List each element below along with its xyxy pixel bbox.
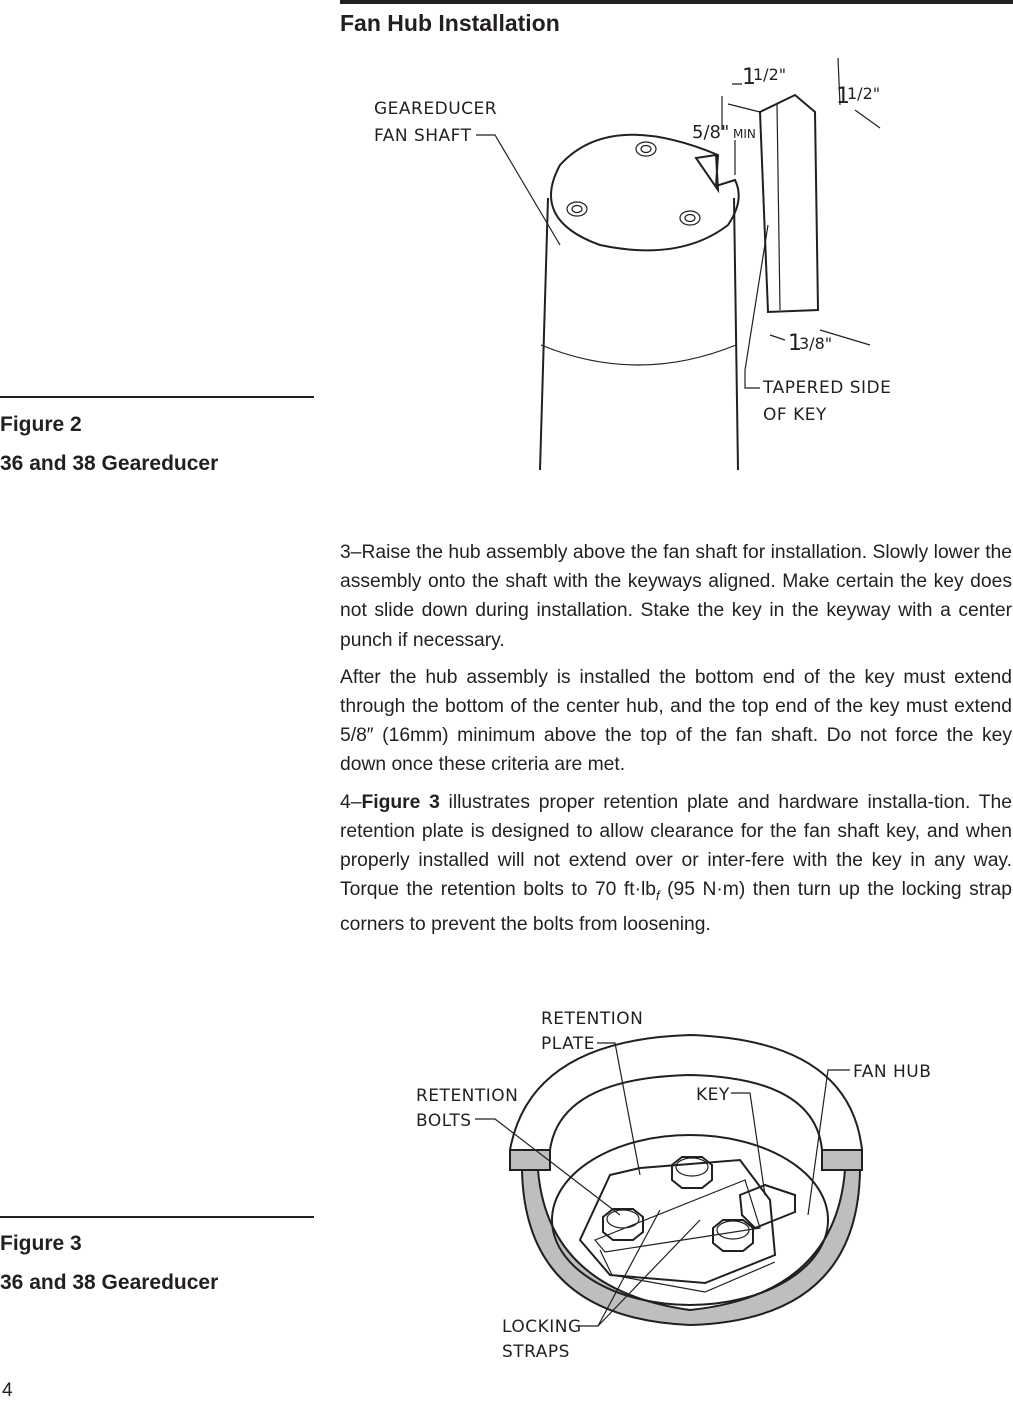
svg-text:3/8": 3/8" <box>799 334 833 353</box>
label-tapered-side: TAPERED SIDE <box>763 378 892 398</box>
dim-key-bottom: 1 <box>788 331 802 356</box>
label-of-key: OF KEY <box>763 405 827 425</box>
dim-key-width: 1 <box>742 65 756 90</box>
label-fan-hub: FAN HUB <box>853 1062 932 1082</box>
paragraph-step-4: 4–Figure 3 illustrates proper retention plate and hardware installa-tion. The retention plate is designed to allow clearance for the fan shaft key, and when properly installed will not extend over or inter-fere with the key in any way. Torque the retention bolts to 70 $ft\cdot lb_f$ (95 N·m) then turn up the locking strap corners to prevent the bolts from loosening. <box>340 791 1012 936</box>
label-fan-shaft: FAN SHAFT <box>374 126 472 146</box>
figure2-number: Figure 2 <box>0 413 82 436</box>
svg-text:1/2": 1/2" <box>847 84 881 103</box>
page-number: 4 <box>2 1380 13 1401</box>
retention-bolt-2 <box>603 1209 643 1240</box>
figure3-title: 36 and 38 Geareducer <box>0 1271 219 1294</box>
label-locking-straps-2: STRAPS <box>502 1342 570 1362</box>
label-geareducer: GEAREDUCER <box>374 99 498 119</box>
figure3-reference: Figure 3 <box>361 791 440 813</box>
retention-bolt-3 <box>713 1220 753 1251</box>
fan-hub-section <box>522 1170 860 1325</box>
svg-text:1/2": 1/2" <box>753 65 787 84</box>
paragraph-after-install: After the hub assembly is installed the bottom end of the key must extend through the bottom of the center hub, and the top end of the key must extend 5/8″ (16mm) minimum above the top of the fan shaft. Do not force the key down once these criteria are met. <box>340 666 1012 776</box>
dim-key-min: 5/8" <box>692 122 730 143</box>
label-key: KEY <box>696 1085 730 1105</box>
label-locking-straps-1: LOCKING <box>502 1317 582 1337</box>
key <box>740 1185 795 1228</box>
svg-text:MIN: MIN <box>733 127 756 141</box>
label-retention-bolts-1: RETENTION <box>416 1086 519 1106</box>
figure2-title: 36 and 38 Geareducer <box>0 452 219 475</box>
section-title: Fan Hub Installation <box>340 10 560 36</box>
paragraph-step-3: 3–Raise the hub assembly above the fan shaft for installation. Slowly lower the assembly onto the shaft with the keyways aligned. Make certain the key does not slide down during installation. Stake the key in the keyway with a center punch if necessary. <box>340 542 1012 651</box>
figure3-number: Figure 3 <box>0 1232 82 1255</box>
retention-bolt-1 <box>672 1157 712 1188</box>
dim-key-depth: 1 <box>836 84 850 109</box>
label-retention-plate-1: RETENTION <box>541 1009 644 1029</box>
label-retention-bolts-2: BOLTS <box>416 1111 472 1131</box>
label-retention-plate-2: PLATE <box>541 1034 596 1054</box>
